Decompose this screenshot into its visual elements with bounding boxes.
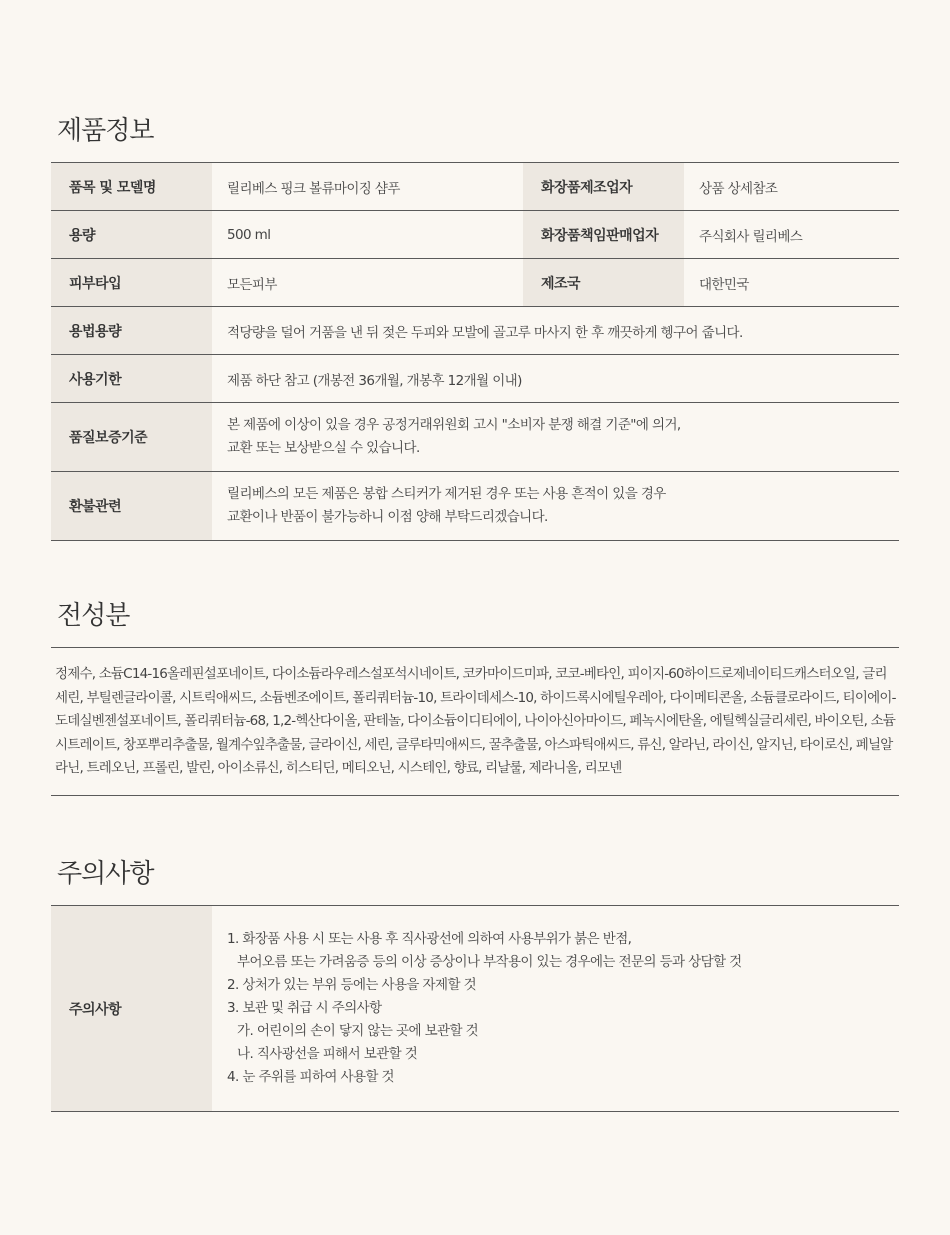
- row-label: 화장품제조업자: [523, 163, 684, 210]
- row-value: 릴리베스 핑크 볼류마이징 샴푸: [227, 180, 400, 197]
- product-info-title: 제품정보: [57, 116, 154, 146]
- row-value: 제품 하단 참고 (개봉전 36개월, 개봉후 12개월 이내): [227, 372, 522, 389]
- value-line: 릴리베스의 모든 제품은 봉합 스티커가 제거된 경우 또는 사용 흔적이 있을 경우: [227, 486, 666, 502]
- row-value: 적당량을 덜어 거품을 낸 뒤 젖은 두피와 모발에 골고루 마사지 한 후 깨끗하게 헹구어 줍니다.: [227, 324, 743, 341]
- table-row: [51, 211, 899, 259]
- cautions-title: 주의사항: [57, 859, 154, 889]
- ingredients-title: 전성분: [57, 601, 130, 631]
- row-value: 주식회사 릴리베스: [699, 228, 803, 245]
- row-value: 대한민국: [699, 276, 749, 293]
- caution-line: 4. 눈 주위를 피하여 사용할 것: [227, 1069, 394, 1085]
- row-label: 품질보증기준: [51, 403, 212, 471]
- row-label: 피부타입: [51, 259, 212, 306]
- table-row: [51, 472, 899, 541]
- ingredients-text: 정제수, 소듐C14-16올레핀설포네이트, 다이소듐라우레스설포석시네이트, 코카마이드미파, 코코-베타인, 피이지-60하이드로제네이티드캐스터오일, 글리세린, 부틸렌글라이콜, 시트릭애씨드, 소듐벤조에이트, 폴리쿼터늄-10, 트라이데세스-10, 하이드록시에틸우레아, 다이메티콘올, 소듐클로라이드, 티이에이-도데실벤젠설포네이트, 폴리쿼터늄-68, 1,2-헥산다이올, 판테놀, 다이소듐이디티에이, 나이아신아마이드, 페녹시에탄올, 에틸헥실글리세린, 바이오틴, 소듐시트레이트, 창포뿌리추출물, 월계수잎추출물, 글라이신, 세린, 글루타믹애씨드, 꿀추출물, 아스파틱애씨드, 류신, 알라닌, 라이신, 알지닌, 타이로신, 페닐알라닌, 트레오닌, 프롤린, 발린, 아이소류신, 히스티딘, 메티오닌, 시스테인, 향료, 리날룰, 제라니올, 리모넨: [51, 647, 899, 796]
- value-line: 본 제품에 이상이 있을 경우 공정거래위원회 고시 "소비자 분쟁 해결 기준"에 의거,: [227, 417, 681, 433]
- value-line: 교환 또는 보상받으실 수 있습니다.: [227, 440, 420, 456]
- caution-line: 나. 직사광선을 피해서 보관할 것: [237, 1046, 418, 1062]
- table-row: [51, 307, 899, 355]
- product-info-table: [51, 162, 899, 541]
- caution-line: 부어오름 또는 가려움증 등의 이상 증상이나 부작용이 있는 경우에는 전문의 등과 상담할 것: [237, 954, 742, 970]
- table-row: [51, 163, 899, 211]
- table-row: [51, 355, 899, 403]
- row-value: 상품 상세참조: [699, 180, 778, 197]
- caution-line: 2. 상처가 있는 부위 등에는 사용을 자제할 것: [227, 977, 477, 993]
- table-row: [51, 403, 899, 472]
- row-label: 사용기한: [51, 355, 212, 402]
- row-label: 용법용량: [51, 307, 212, 354]
- caution-line: 가. 어린이의 손이 닿지 않는 곳에 보관할 것: [237, 1023, 479, 1039]
- caution-line: 3. 보관 및 취급 시 주의사항: [227, 1000, 382, 1016]
- row-value: 모든피부: [227, 276, 277, 293]
- caution-line: 1. 화장품 사용 시 또는 사용 후 직사광선에 의하여 사용부위가 붉은 반점,: [227, 931, 632, 947]
- row-value: [212, 403, 899, 471]
- row-label: 품목 및 모델명: [51, 163, 212, 210]
- row-label: 용량: [51, 211, 212, 258]
- row-label: 제조국: [523, 259, 684, 306]
- cautions-table: [51, 905, 899, 1112]
- cautions-list: [212, 906, 899, 1111]
- row-value: 500 ml: [227, 226, 271, 243]
- row-label: 환불관련: [51, 472, 212, 540]
- table-row: [51, 259, 899, 307]
- value-line: 교환이나 반품이 불가능하니 이점 양해 부탁드리겠습니다.: [227, 509, 548, 525]
- table-row: [51, 906, 899, 1112]
- row-label: 주의사항: [51, 906, 212, 1111]
- row-label: 화장품책임판매업자: [523, 211, 684, 258]
- row-value: [212, 472, 899, 540]
